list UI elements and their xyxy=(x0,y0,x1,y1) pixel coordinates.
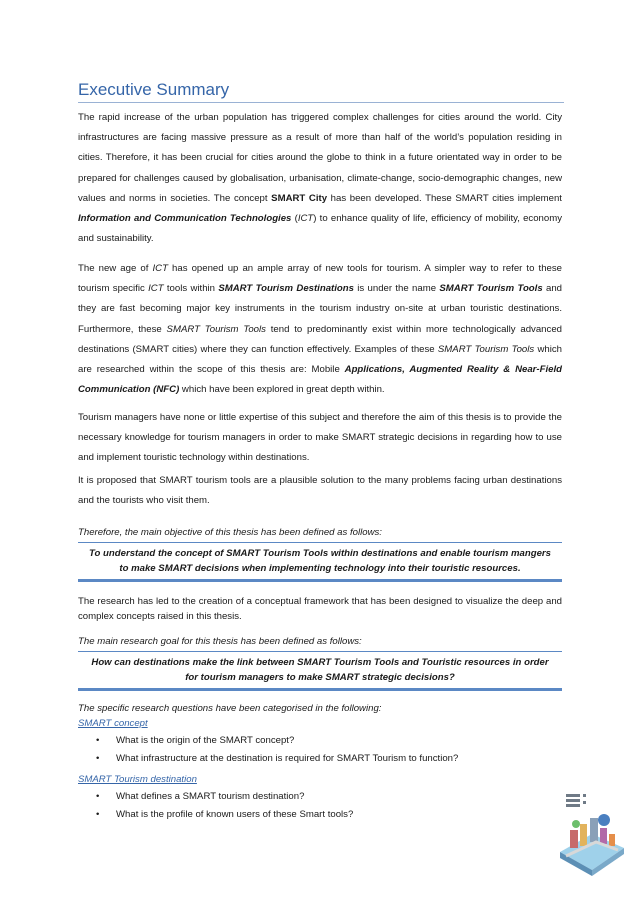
list-item xyxy=(96,806,566,824)
list-item-text: What is the profile of known users of these Smart tools? xyxy=(116,809,354,820)
text-span: which are researched within the scope of this thesis are: Mobile xyxy=(78,343,562,376)
bullet-icon: • xyxy=(96,753,100,764)
bullet-icon: • xyxy=(96,735,100,746)
bold-term: Information and Communication Technologies xyxy=(78,213,292,225)
paragraph-smart-city xyxy=(78,108,562,249)
text-span: tools within xyxy=(163,283,219,295)
text-span: ) to enhance quality of life, efficiency of mobility, economy and sustainability. xyxy=(78,213,562,245)
text-span: which have been explored in great depth within. xyxy=(179,384,385,396)
text-span: ( xyxy=(291,213,298,225)
objective-callout: To understand the concept of SMART Tourism Tools within destinations and enable tourism mangers to make SMART decisions when implementing technology into their touristic resources. xyxy=(78,542,562,582)
page-title: Executive Summary xyxy=(78,80,564,103)
bullet-icon: • xyxy=(96,809,100,820)
paragraph-aim: Tourism managers have none or little expertise of this subject and therefore the aim of this thesis is to provide the necessary knowledge for tourism managers in order to make SMART strategic decisions in regarding how to use and implement touristic technology within destinations. xyxy=(78,412,562,464)
italic-term: SMART Tourism Tools xyxy=(166,323,266,335)
italic-term: ICT xyxy=(152,263,168,274)
list-item-text: What infrastructure at the destination is required for SMART Tourism to function? xyxy=(116,753,459,764)
list-item-text: What is the origin of the SMART concept? xyxy=(116,735,295,746)
list-item xyxy=(96,788,566,806)
italic-term: ICT xyxy=(148,283,164,295)
question-list-smart-concept xyxy=(96,732,566,768)
question-list-smart-destination xyxy=(96,788,566,824)
text-span: has opened up an ample array of new tools for tourism. A simpler way to refer to these tourism specific xyxy=(78,263,562,295)
bullet-icon: • xyxy=(96,791,100,802)
list-item xyxy=(96,750,566,768)
paragraph-ict-tools xyxy=(78,259,562,400)
text-span: and they are fast becoming major key instruments in the tourism industry on-site at urban touristic destinations. Furthermore, these xyxy=(78,283,562,335)
paragraph-framework: The research has led to the creation of a conceptual framework that has been designed to visualize the deep and complex concepts raised in this thesis. xyxy=(78,596,562,622)
bold-term: SMART City xyxy=(271,192,328,204)
bold-term: SMART Tourism Tools xyxy=(439,283,543,295)
italic-term: ICT xyxy=(297,213,314,225)
questions-lead: The specific research questions have been categorised in the following: xyxy=(78,703,382,714)
text-span: The rapid increase of the urban population has triggered complex challenges for cities around the world. City infrastructures are facing massive pressure as a result of more than half of the world’s population residing in cities. Therefore, it has been crucial for cities around the globe to think in a future orientated way in order to be prepared for challenges caused by globalisation, urbanisation, climate-change, socio-demographic changes, new values and norms in societies. The concept xyxy=(78,112,562,204)
paragraph-proposal: It is proposed that SMART tourism tools are a plausible solution to the many problems facing urban destinations and the tourists who visit them. xyxy=(78,475,562,507)
objective-lead: Therefore, the main objective of this thesis has been defined as follows: xyxy=(78,527,382,538)
section-title-smart-tourism-destination: SMART Tourism destination xyxy=(78,774,197,785)
bold-term: SMART Tourism Destinations xyxy=(218,283,354,295)
goal-lead: The main research goal for this thesis has been defined as follows: xyxy=(78,636,362,647)
text-span: is under the name xyxy=(353,283,440,295)
list-item-text: What defines a SMART tourism destination? xyxy=(116,791,305,802)
smart-city-illustration-icon xyxy=(556,790,626,880)
list-item xyxy=(96,732,566,750)
bold-term: Applications, Augmented Reality & Near-Field Communication (NFC) xyxy=(78,364,562,396)
section-title-smart-concept: SMART concept xyxy=(78,718,148,729)
text-span: The new age of xyxy=(78,263,153,274)
goal-callout: How can destinations make the link between SMART Tourism Tools and Touristic resources in order for tourism managers to make SMART strategic decisions? xyxy=(78,651,562,691)
text-span: has been developed. These SMART cities implement xyxy=(327,192,562,204)
italic-term: SMART Tourism Tools xyxy=(437,343,535,355)
text-span: tend to predominantly exist within more technologically advanced destinations (SMART cities) where they can function effectively. Examples of these xyxy=(78,323,562,355)
